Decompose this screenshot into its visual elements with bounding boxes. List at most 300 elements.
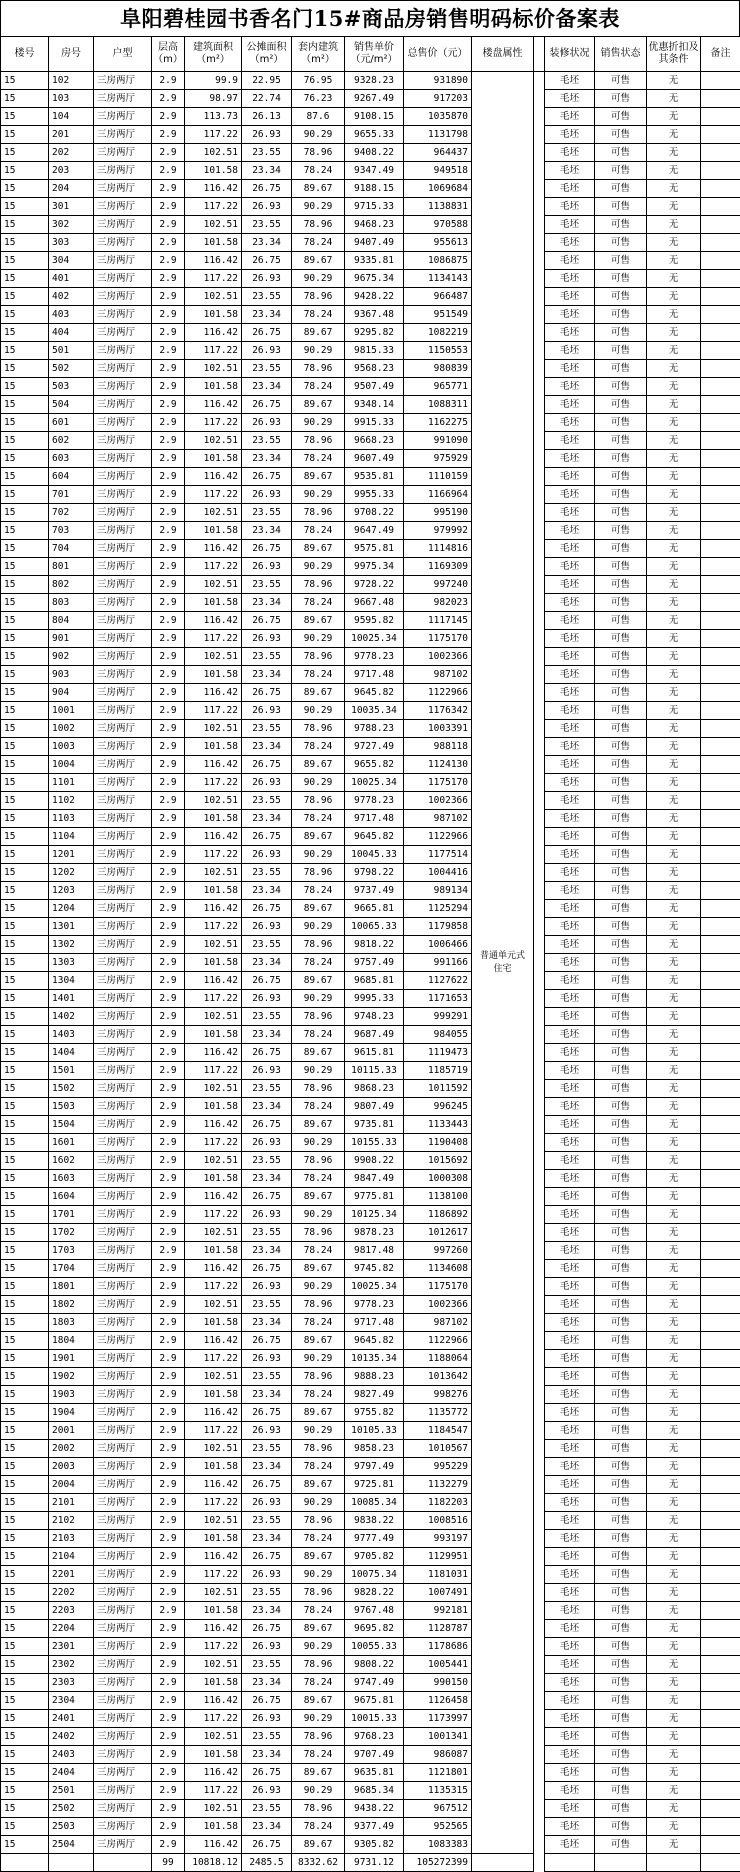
cell-height: 2.9: [152, 1818, 185, 1836]
cell-unit-price: 10065.33: [345, 918, 404, 936]
cell-room: 2501: [49, 1782, 94, 1800]
cell-layout: 三房两厅: [94, 144, 152, 162]
cell-shared-area: 26.75: [242, 1620, 292, 1638]
table-row: [1, 486, 740, 504]
cell-unit-price: 9407.49: [345, 234, 404, 252]
cell-room: 1002: [49, 720, 94, 738]
cell-shared-area: 23.55: [242, 1512, 292, 1530]
cell-remarks: [701, 1188, 740, 1206]
cell-height: 2.9: [152, 468, 185, 486]
cell-decoration: 毛坯: [545, 396, 595, 414]
cell-gross-area: 117.22: [185, 846, 242, 864]
table-row: [1, 810, 740, 828]
cell-remarks: [701, 594, 740, 612]
cell-total-price: 1126458: [404, 1692, 472, 1710]
cell-height: 2.9: [152, 1566, 185, 1584]
cell-unit-price: 9655.33: [345, 126, 404, 144]
cell-remarks: [701, 360, 740, 378]
cell-discount: 无: [647, 72, 701, 90]
cell-sale-status: 可售: [595, 792, 647, 810]
cell-inner-area: 78.24: [292, 1746, 345, 1764]
totals-inner-area: 8332.62: [292, 1854, 345, 1872]
cell-sale-status: 可售: [595, 648, 647, 666]
cell-layout: 三房两厅: [94, 738, 152, 756]
cell-shared-area: 26.75: [242, 756, 292, 774]
cell-total-price: 986087: [404, 1746, 472, 1764]
cell-height: 2.9: [152, 234, 185, 252]
cell-remarks: [701, 198, 740, 216]
cell-decoration: 毛坯: [545, 1314, 595, 1332]
table-row: [1, 1512, 740, 1530]
cell-room: 301: [49, 198, 94, 216]
cell-remarks: [701, 1548, 740, 1566]
cell-shared-area: 23.55: [242, 1080, 292, 1098]
cell-building: 15: [1, 990, 49, 1008]
cell-remarks: [701, 936, 740, 954]
cell-height: 2.9: [152, 1098, 185, 1116]
cell-discount: 无: [647, 1746, 701, 1764]
cell-building: 15: [1, 1710, 49, 1728]
cell-sale-status: 可售: [595, 1548, 647, 1566]
cell-sale-status: 可售: [595, 1062, 647, 1080]
cell-decoration: 毛坯: [545, 162, 595, 180]
cell-building: 15: [1, 108, 49, 126]
cell-unit-price: 9815.33: [345, 342, 404, 360]
cell-inner-area: 89.67: [292, 1260, 345, 1278]
cell-layout: 三房两厅: [94, 1260, 152, 1278]
cell-unit-price: 9778.23: [345, 792, 404, 810]
cell-decoration: 毛坯: [545, 1386, 595, 1404]
table-row: [1, 1674, 740, 1692]
cell-unit-price: 9747.49: [345, 1674, 404, 1692]
cell-shared-area: 26.75: [242, 252, 292, 270]
cell-discount: 无: [647, 558, 701, 576]
cell-shared-area: 23.34: [242, 306, 292, 324]
cell-unit-price: 10025.34: [345, 630, 404, 648]
cell-remarks: [701, 1062, 740, 1080]
cell-shared-area: 26.75: [242, 1332, 292, 1350]
cell-remarks: [701, 1674, 740, 1692]
cell-sale-status: 可售: [595, 1692, 647, 1710]
cell-discount: 无: [647, 594, 701, 612]
cell-unit-price: 9367.48: [345, 306, 404, 324]
cell-room: 1901: [49, 1350, 94, 1368]
cell-decoration: 毛坯: [545, 1350, 595, 1368]
cell-total-price: 1088311: [404, 396, 472, 414]
cell-height: 2.9: [152, 1692, 185, 1710]
cell-unit-price: 9645.82: [345, 1332, 404, 1350]
cell-discount: 无: [647, 1602, 701, 1620]
cell-decoration: 毛坯: [545, 774, 595, 792]
cell-inner-area: 78.24: [292, 1530, 345, 1548]
cell-inner-area: 90.29: [292, 414, 345, 432]
cell-remarks: [701, 1530, 740, 1548]
cell-remarks: [701, 774, 740, 792]
cell-gross-area: 101.58: [185, 1098, 242, 1116]
cell-sale-status: 可售: [595, 1476, 647, 1494]
cell-height: 2.9: [152, 1512, 185, 1530]
cell-discount: 无: [647, 1584, 701, 1602]
cell-gross-area: 101.58: [185, 1674, 242, 1692]
table-row: [1, 630, 740, 648]
cell-gross-area: 102.51: [185, 288, 242, 306]
cell-discount: 无: [647, 1476, 701, 1494]
cell-sale-status: 可售: [595, 828, 647, 846]
table-row: [1, 1566, 740, 1584]
cell-unit-price: 10105.33: [345, 1422, 404, 1440]
cell-layout: 三房两厅: [94, 720, 152, 738]
cell-gross-area: 116.42: [185, 828, 242, 846]
cell-building: 15: [1, 1746, 49, 1764]
cell-sale-status: 可售: [595, 1656, 647, 1674]
cell-gross-area: 102.51: [185, 1152, 242, 1170]
cell-height: 2.9: [152, 1206, 185, 1224]
cell-building: 15: [1, 1458, 49, 1476]
cell-shared-area: 23.55: [242, 1440, 292, 1458]
cell-layout: 三房两厅: [94, 540, 152, 558]
table-row: [1, 1350, 740, 1368]
cell-decoration: 毛坯: [545, 432, 595, 450]
cell-total-price: 1134143: [404, 270, 472, 288]
cell-total-price: 1186892: [404, 1206, 472, 1224]
cell-shared-area: 23.34: [242, 954, 292, 972]
cell-gross-area: 101.58: [185, 1530, 242, 1548]
cell-building: 15: [1, 1188, 49, 1206]
cell-building: 15: [1, 882, 49, 900]
cell-sale-status: 可售: [595, 594, 647, 612]
cell-discount: 无: [647, 864, 701, 882]
cell-layout: 三房两厅: [94, 234, 152, 252]
cell-room: 2004: [49, 1476, 94, 1494]
cell-remarks: [701, 648, 740, 666]
cell-gross-area: 101.58: [185, 666, 242, 684]
table-row: [1, 900, 740, 918]
cell-decoration: 毛坯: [545, 1548, 595, 1566]
cell-remarks: [701, 558, 740, 576]
cell-remarks: [701, 1404, 740, 1422]
cell-gross-area: 116.42: [185, 756, 242, 774]
cell-room: 402: [49, 288, 94, 306]
cell-discount: 无: [647, 1314, 701, 1332]
cell-shared-area: 23.55: [242, 1656, 292, 1674]
table-row: [1, 882, 740, 900]
cell-inner-area: 78.96: [292, 720, 345, 738]
table-row: [1, 1494, 740, 1512]
cell-room: 1201: [49, 846, 94, 864]
cell-unit-price: 9755.82: [345, 1404, 404, 1422]
cell-height: 2.9: [152, 1296, 185, 1314]
column-gap: [534, 72, 545, 1854]
cell-inner-area: 78.96: [292, 432, 345, 450]
cell-total-price: 1082219: [404, 324, 472, 342]
cell-gross-area: 116.42: [185, 1692, 242, 1710]
cell-building: 15: [1, 576, 49, 594]
cell-gross-area: 116.42: [185, 1620, 242, 1638]
cell-unit-price: 9615.81: [345, 1044, 404, 1062]
cell-unit-price: 9767.48: [345, 1602, 404, 1620]
cell-gross-area: 116.42: [185, 180, 242, 198]
cell-room: 2002: [49, 1440, 94, 1458]
cell-layout: 三房两厅: [94, 1242, 152, 1260]
cell-decoration: 毛坯: [545, 1062, 595, 1080]
cell-room: 1802: [49, 1296, 94, 1314]
cell-sale-status: 可售: [595, 126, 647, 144]
cell-remarks: [701, 1800, 740, 1818]
cell-discount: 无: [647, 1440, 701, 1458]
cell-inner-area: 90.29: [292, 1062, 345, 1080]
cell-building: 15: [1, 1368, 49, 1386]
cell-room: 304: [49, 252, 94, 270]
cell-layout: 三房两厅: [94, 1368, 152, 1386]
cell-decoration: 毛坯: [545, 1692, 595, 1710]
cell-total-price: 1184547: [404, 1422, 472, 1440]
cell-height: 2.9: [152, 1026, 185, 1044]
cell-height: 2.9: [152, 1422, 185, 1440]
cell-building: 15: [1, 270, 49, 288]
cell-gross-area: 101.58: [185, 306, 242, 324]
cell-height: 2.9: [152, 792, 185, 810]
cell-shared-area: 22.95: [242, 72, 292, 90]
cell-unit-price: 10155.33: [345, 1134, 404, 1152]
cell-layout: 三房两厅: [94, 1062, 152, 1080]
cell-unit-price: 10085.34: [345, 1494, 404, 1512]
cell-building: 15: [1, 828, 49, 846]
cell-total-price: 1007491: [404, 1584, 472, 1602]
cell-room: 203: [49, 162, 94, 180]
table-row: [1, 540, 740, 558]
cell-inner-area: 90.29: [292, 1710, 345, 1728]
cell-remarks: [701, 306, 740, 324]
cell-inner-area: 78.96: [292, 1440, 345, 1458]
cell-discount: 无: [647, 360, 701, 378]
cell-room: 2202: [49, 1584, 94, 1602]
cell-gross-area: 101.58: [185, 1314, 242, 1332]
cell-building: 15: [1, 936, 49, 954]
cell-shared-area: 23.34: [242, 378, 292, 396]
cell-total-price: 982023: [404, 594, 472, 612]
cell-remarks: [701, 720, 740, 738]
cell-decoration: 毛坯: [545, 288, 595, 306]
cell-height: 2.9: [152, 216, 185, 234]
cell-room: 1604: [49, 1188, 94, 1206]
cell-building: 15: [1, 846, 49, 864]
cell-building: 15: [1, 1530, 49, 1548]
cell-shared-area: 26.93: [242, 414, 292, 432]
cell-discount: 无: [647, 1296, 701, 1314]
cell-sale-status: 可售: [595, 720, 647, 738]
table-row: [1, 774, 740, 792]
cell-building: 15: [1, 900, 49, 918]
cell-height: 2.9: [152, 1224, 185, 1242]
cell-inner-area: 78.24: [292, 810, 345, 828]
cell-room: 1203: [49, 882, 94, 900]
cell-shared-area: 26.93: [242, 1710, 292, 1728]
cell-room: 801: [49, 558, 94, 576]
cell-discount: 无: [647, 468, 701, 486]
cell-remarks: [701, 1080, 740, 1098]
cell-discount: 无: [647, 540, 701, 558]
cell-shared-area: 26.93: [242, 1566, 292, 1584]
cell-building: 15: [1, 558, 49, 576]
cell-inner-area: 90.29: [292, 1566, 345, 1584]
cell-building: 15: [1, 630, 49, 648]
cell-discount: 无: [647, 792, 701, 810]
totals-gap: [534, 1854, 545, 1872]
cell-building: 15: [1, 1008, 49, 1026]
cell-height: 2.9: [152, 1764, 185, 1782]
cell-sale-status: 可售: [595, 360, 647, 378]
cell-inner-area: 78.96: [292, 1656, 345, 1674]
cell-discount: 无: [647, 522, 701, 540]
cell-room: 2301: [49, 1638, 94, 1656]
cell-sale-status: 可售: [595, 630, 647, 648]
cell-gross-area: 116.42: [185, 1404, 242, 1422]
table-row: [1, 1638, 740, 1656]
cell-unit-price: 9717.48: [345, 666, 404, 684]
table-row: [1, 1044, 740, 1062]
cell-discount: 无: [647, 1278, 701, 1296]
cell-decoration: 毛坯: [545, 954, 595, 972]
cell-sale-status: 可售: [595, 666, 647, 684]
cell-total-price: 1002366: [404, 648, 472, 666]
cell-height: 2.9: [152, 972, 185, 990]
cell-remarks: [701, 738, 740, 756]
cell-shared-area: 26.13: [242, 108, 292, 126]
cell-building: 15: [1, 1404, 49, 1422]
cell-shared-area: 23.55: [242, 864, 292, 882]
cell-room: 2103: [49, 1530, 94, 1548]
cell-remarks: [701, 810, 740, 828]
cell-unit-price: 9817.48: [345, 1242, 404, 1260]
cell-layout: 三房两厅: [94, 1710, 152, 1728]
cell-building: 15: [1, 1062, 49, 1080]
cell-layout: 三房两厅: [94, 1170, 152, 1188]
cell-discount: 无: [647, 630, 701, 648]
cell-inner-area: 90.29: [292, 918, 345, 936]
totals-blank: [472, 1854, 534, 1872]
cell-unit-price: 9707.49: [345, 1746, 404, 1764]
cell-inner-area: 90.29: [292, 990, 345, 1008]
cell-decoration: 毛坯: [545, 990, 595, 1008]
cell-discount: 无: [647, 1764, 701, 1782]
cell-room: 1102: [49, 792, 94, 810]
totals-blank: [94, 1854, 152, 1872]
cell-building: 15: [1, 1332, 49, 1350]
table-row: [1, 576, 740, 594]
cell-layout: 三房两厅: [94, 1566, 152, 1584]
cell-remarks: [701, 1206, 740, 1224]
cell-discount: 无: [647, 306, 701, 324]
cell-discount: 无: [647, 198, 701, 216]
cell-decoration: 毛坯: [545, 1728, 595, 1746]
cell-sale-status: 可售: [595, 1008, 647, 1026]
cell-decoration: 毛坯: [545, 1602, 595, 1620]
cell-sale-status: 可售: [595, 1764, 647, 1782]
cell-unit-price: 9428.22: [345, 288, 404, 306]
cell-gross-area: 117.22: [185, 1134, 242, 1152]
cell-shared-area: 23.34: [242, 882, 292, 900]
cell-shared-area: 26.75: [242, 1260, 292, 1278]
cell-sale-status: 可售: [595, 1152, 647, 1170]
cell-shared-area: 23.55: [242, 1296, 292, 1314]
cell-decoration: 毛坯: [545, 1476, 595, 1494]
cell-gross-area: 116.42: [185, 972, 242, 990]
cell-inner-area: 78.96: [292, 216, 345, 234]
cell-room: 2204: [49, 1620, 94, 1638]
cell-discount: 无: [647, 1638, 701, 1656]
cell-room: 902: [49, 648, 94, 666]
cell-decoration: 毛坯: [545, 1818, 595, 1836]
cell-building: 15: [1, 1026, 49, 1044]
cell-building: 15: [1, 1674, 49, 1692]
cell-total-price: 1015692: [404, 1152, 472, 1170]
cell-layout: 三房两厅: [94, 666, 152, 684]
cell-discount: 无: [647, 1530, 701, 1548]
cell-sale-status: 可售: [595, 1044, 647, 1062]
cell-decoration: 毛坯: [545, 216, 595, 234]
cell-total-price: 1175170: [404, 1278, 472, 1296]
cell-total-price: 1122966: [404, 684, 472, 702]
cell-remarks: [701, 468, 740, 486]
cell-height: 2.9: [152, 756, 185, 774]
cell-room: 1402: [49, 1008, 94, 1026]
table-row: [1, 1458, 740, 1476]
cell-building: 15: [1, 1836, 49, 1854]
cell-decoration: 毛坯: [545, 1188, 595, 1206]
cell-remarks: [701, 972, 740, 990]
cell-decoration: 毛坯: [545, 1332, 595, 1350]
cell-inner-area: 89.67: [292, 1548, 345, 1566]
cell-layout: 三房两厅: [94, 1656, 152, 1674]
cell-layout: 三房两厅: [94, 72, 152, 90]
cell-gross-area: 116.42: [185, 396, 242, 414]
cell-remarks: [701, 1566, 740, 1584]
cell-shared-area: 26.93: [242, 702, 292, 720]
cell-inner-area: 89.67: [292, 1332, 345, 1350]
cell-total-price: 998276: [404, 1386, 472, 1404]
cell-height: 2.9: [152, 1044, 185, 1062]
cell-total-price: 993197: [404, 1530, 472, 1548]
cell-unit-price: 9645.82: [345, 828, 404, 846]
cell-sale-status: 可售: [595, 1296, 647, 1314]
cell-layout: 三房两厅: [94, 180, 152, 198]
cell-remarks: [701, 576, 740, 594]
cell-height: 2.9: [152, 360, 185, 378]
table-row: [1, 162, 740, 180]
cell-discount: 无: [647, 504, 701, 522]
cell-inner-area: 90.29: [292, 774, 345, 792]
cell-total-price: 1171653: [404, 990, 472, 1008]
cell-total-price: 979992: [404, 522, 472, 540]
cell-layout: 三房两厅: [94, 576, 152, 594]
cell-inner-area: 90.29: [292, 1782, 345, 1800]
table-row: [1, 252, 740, 270]
cell-height: 2.9: [152, 1458, 185, 1476]
cell-height: 2.9: [152, 1476, 185, 1494]
cell-inner-area: 78.96: [292, 1800, 345, 1818]
cell-decoration: 毛坯: [545, 828, 595, 846]
cell-inner-area: 78.96: [292, 1080, 345, 1098]
cell-remarks: [701, 666, 740, 684]
cell-inner-area: 76.95: [292, 72, 345, 90]
cell-discount: 无: [647, 216, 701, 234]
table-row: [1, 1404, 740, 1422]
cell-gross-area: 117.22: [185, 918, 242, 936]
cell-room: 2104: [49, 1548, 94, 1566]
cell-inner-area: 78.24: [292, 1026, 345, 1044]
cell-total-price: 975929: [404, 450, 472, 468]
cell-discount: 无: [647, 810, 701, 828]
